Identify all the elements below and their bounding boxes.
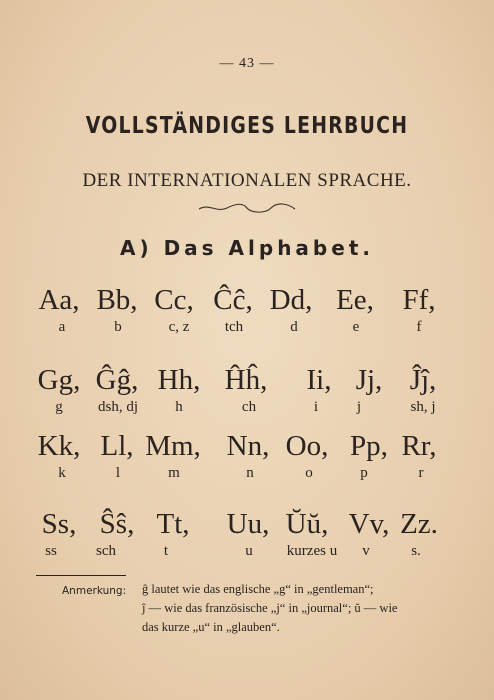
letter-pair: Kk, [37, 430, 81, 462]
note-line-2: ĵ — wie das französische „j“ in „journal“; ŭ — wie [142, 601, 398, 615]
letter-sound: o [305, 465, 313, 481]
letter-pair: Dd, [269, 284, 313, 316]
letter-sound: i [313, 399, 319, 415]
letter-sound: v [362, 543, 370, 559]
letter-sound: p [360, 465, 368, 481]
page-title: VOLLSTÄNDIGES LEHRBUCH [85, 113, 409, 139]
letter-sound: k [58, 465, 66, 481]
letter-pair: Ee, [336, 284, 374, 316]
letter-pair: Ĉĉ, [213, 284, 253, 316]
letter-pair: Zz. [400, 508, 438, 540]
letter-pair: Ll, [100, 430, 134, 462]
letter-sound: kurzes u [286, 543, 338, 559]
note-label: Anmerkung: [62, 585, 127, 597]
section-heading: A) Das Alphabet. [120, 236, 374, 260]
letter-sound: ch [241, 399, 257, 415]
letter-sound: ss [45, 543, 57, 559]
letter-pair: Ŭŭ, [285, 508, 329, 540]
letter-sound: r [418, 465, 424, 481]
letter-pair: Cc, [154, 284, 194, 316]
page-number: — 43 — [219, 56, 275, 71]
note-line-3: das kurze „u“ in „glauben“. [142, 620, 280, 634]
letter-sound: l [115, 465, 121, 481]
letter-pair: Ff, [402, 284, 436, 316]
letter-sound: b [114, 319, 122, 335]
letter-pair: Hh, [157, 364, 201, 396]
letter-sound: j [356, 399, 362, 415]
letter-pair: Ĝĝ, [95, 364, 139, 396]
footnote-rule [36, 575, 126, 576]
letter-pair: Ii, [306, 364, 332, 396]
letter-sound: n [246, 465, 254, 481]
letter-pair: Bb, [96, 284, 138, 316]
letter-sound: f [416, 319, 422, 335]
letter-pair: Ŝŝ, [99, 508, 135, 540]
letter-pair: Jj, [355, 364, 383, 396]
letter-sound: sch [96, 543, 116, 559]
letter-pair: Gg, [37, 364, 81, 396]
letter-sound: t [163, 543, 169, 559]
letter-pair: Mm, [145, 430, 201, 462]
letter-pair: Ss, [41, 508, 77, 540]
letter-sound: dsh, dj [97, 399, 138, 415]
letter-pair: Aa, [38, 284, 80, 316]
letter-sound: u [245, 543, 253, 559]
letter-sound: a [58, 319, 66, 335]
letter-sound: s. [411, 543, 421, 559]
letter-sound: tch [224, 319, 244, 335]
letter-pair: Vv, [348, 508, 390, 540]
page-subtitle: DER INTERNATIONALEN SPRACHE. [82, 170, 412, 191]
letter-pair: Rr, [401, 430, 437, 462]
letter-pair: Tt, [156, 508, 190, 540]
letter-sound: sh, j [410, 399, 436, 415]
letter-sound: c, z [168, 319, 190, 335]
letter-pair: Ĵĵ, [409, 364, 437, 396]
letter-sound: g [55, 399, 63, 415]
letter-pair: Uu, [226, 508, 270, 540]
letter-sound: d [290, 319, 298, 335]
decorative-swash-ornament [197, 200, 297, 216]
letter-sound: h [175, 399, 183, 415]
letter-sound: e [352, 319, 360, 335]
letter-sound: m [168, 465, 180, 481]
letter-pair: Oo, [285, 430, 329, 462]
note-line-1: ĝ lautet wie das englische „g“ in „gentleman“; [142, 582, 374, 596]
letter-pair: Ĥĥ, [224, 364, 268, 396]
letter-pair: Pp, [350, 430, 388, 462]
letter-pair: Nn, [226, 430, 270, 462]
